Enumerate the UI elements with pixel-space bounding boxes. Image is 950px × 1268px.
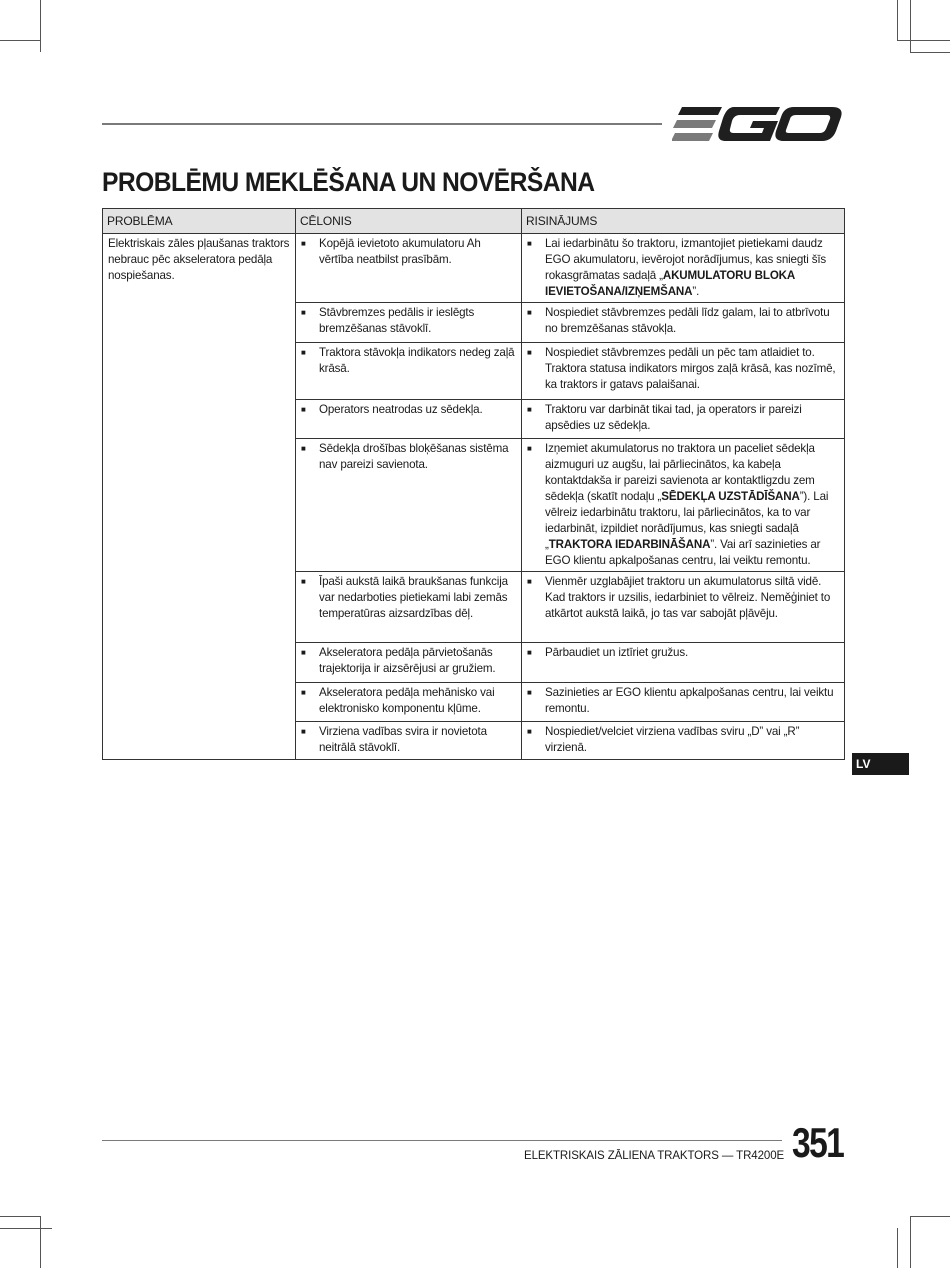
table-row (103, 234, 845, 303)
solution-text: Nospiediet stāvbremzes pedāli līdz galam, lai to atbrīvotu no bremzēšanas stāvokļa. (545, 306, 830, 335)
cause-text: Akseleratora pedāļa pārvietošanās trajektorija ir aizsērējusi ar gružiem. (319, 646, 496, 675)
cause-text: Īpaši aukstā laikā braukšanas funkcija var nedarboties pietiekami labi zemās temperatūras aizsardzības dēļ. (319, 575, 508, 620)
solution-text: Izņemiet akumulatorus no traktora un paceliet sēdekļa aizmuguri uz augšu, lai pārliecinātos, ka kabeļa kontaktdakša ir pareizi savienota ar kontaktligzdu zem sēdekļa (skatīt nodaļu „SĒDEKĻA UZSTĀDĪŠANA”). Lai vēlreiz iedarbinātu traktoru, lai pārliecinātos, ka to var iedarbināt, izpildiet norādījumus, kas sniegti sadaļā „TRAKTORA IEDARBINĀŠANA”. Vai arī sazinieties ar EGO klientu apkalpošanas centru, lai veiktu remontu. (545, 442, 829, 567)
bullet-icon: ■ (527, 648, 532, 657)
bullet-icon: ■ (301, 688, 306, 697)
bullet-icon: ■ (301, 444, 306, 453)
cause-cell (296, 234, 522, 303)
cause-cell (296, 572, 522, 643)
crop-mark (0, 40, 40, 41)
column-header-cause: CĒLONIS (296, 209, 522, 234)
cause-text: Kopējā ievietoto akumulatoru Ah vērtība neatbilst prasībām. (319, 237, 481, 266)
solution-text: Traktoru var darbināt tikai tad, ja operators ir pareizi apsēdies uz sēdekļa. (545, 403, 802, 432)
language-tab: LV (852, 753, 909, 775)
page-title: PROBLĒMU MEKLĒŠANA UN NOVĒRŠANA (102, 167, 595, 197)
cause-cell (296, 439, 522, 572)
bullet-icon: ■ (527, 308, 532, 317)
bullet-icon: ■ (301, 648, 306, 657)
crop-mark (897, 1228, 898, 1268)
footer-product-name: ELEKTRISKAIS ZĀLIENA TRAKTORS — TR4200E (524, 1150, 785, 1162)
solution-text: Vienmēr uzglabājiet traktoru un akumulatorus siltā vidē. Kad traktors ir uzsilis, iedarbiniet to vēlreiz. Neměģiniet to atkārtot aukstā laikā, jo tas var sabojāt pļāvēju. (545, 575, 831, 620)
column-header-solution: RISINĀJUMS (522, 209, 845, 234)
table-header-row (103, 209, 845, 234)
column-header-problem: PROBLĒMA (103, 209, 296, 234)
cause-text: Akseleratora pedāļa mehānisko vai elektronisko komponentu kļūme. (319, 686, 495, 715)
cause-cell (296, 400, 522, 439)
cause-cell (296, 643, 522, 683)
cause-cell (296, 343, 522, 400)
problem-cell: Elektriskais zāles pļaušanas traktors nebrauc pēc akseleratora pedāļa nospiešanas. (103, 234, 296, 760)
cause-text: Traktora stāvokļa indikators nedeg zaļā krāsā. (319, 346, 515, 375)
header-rule (102, 123, 662, 125)
cause-text: Stāvbremzes pedālis ir ieslēgts bremzēšanas stāvoklī. (319, 306, 475, 335)
crop-mark (910, 1216, 911, 1268)
crop-mark (897, 0, 898, 40)
troubleshooting-table (102, 208, 845, 760)
crop-mark (910, 0, 911, 52)
solution-cell (522, 343, 845, 400)
bullet-icon: ■ (527, 727, 532, 736)
solution-cell (522, 400, 845, 439)
section-reference: AKUMULATORU BLOKA IEVIETOŠANA/IZŅEMŠANA (545, 269, 795, 298)
crop-mark (40, 1216, 41, 1268)
cause-text: Virziena vadības svira ir novietota neitrālā stāvoklī. (319, 725, 487, 754)
solution-text: Sazinieties ar EGO klientu apkalpošanas centru, lai veiktu remontu. (545, 686, 834, 715)
solution-cell (522, 303, 845, 343)
page-number: 351 (792, 1119, 844, 1166)
crop-mark (910, 1216, 950, 1217)
crop-mark (0, 1216, 40, 1217)
cause-cell (296, 683, 522, 722)
solution-cell (522, 572, 845, 643)
bullet-icon: ■ (301, 308, 306, 317)
bullet-icon: ■ (527, 577, 532, 586)
bullet-icon: ■ (301, 348, 306, 357)
crop-mark (40, 0, 41, 52)
cause-text: Operators neatrodas uz sēdekļa. (319, 403, 483, 416)
solution-cell (522, 439, 845, 572)
footer-rule (102, 1140, 782, 1141)
solution-text: Lai iedarbinātu šo traktoru, izmantojiet pietiekami daudz EGO akumulatoru, ievērojot norādījumus, kas sniegti šīs rokasgrāmatas sadaļā „AKUMULATORU BLOKA IEVIETOŠANA/IZŅEMŠANA”. (545, 237, 827, 298)
bullet-icon: ■ (527, 239, 532, 248)
ego-logo (672, 104, 844, 144)
section-reference: TRAKTORA IEDARBINĀŠANA (548, 538, 711, 551)
solution-cell (522, 722, 845, 760)
solution-cell (522, 683, 845, 722)
solution-text: Nospiediet stāvbremzes pedāli un pēc tam atlaidiet to. Traktora statusa indikators mirgos zaļā krāsā, kas nozīmē, ka traktors ir gatavs palaišanai. (545, 346, 836, 391)
cause-cell (296, 722, 522, 760)
cause-cell (296, 303, 522, 343)
cause-text: Sēdekļa drošības bloķēšanas sistēma nav pareizi savienota. (319, 442, 509, 471)
bullet-icon: ■ (301, 577, 306, 586)
bullet-icon: ■ (301, 727, 306, 736)
crop-mark (897, 40, 950, 41)
solution-cell (522, 643, 845, 683)
crop-mark (0, 1228, 52, 1229)
bullet-icon: ■ (527, 405, 532, 414)
bullet-icon: ■ (527, 444, 532, 453)
crop-mark (910, 52, 950, 53)
bullet-icon: ■ (301, 239, 306, 248)
solution-cell (522, 234, 845, 303)
solution-text: Pārbaudiet un iztīriet gružus. (545, 646, 689, 659)
bullet-icon: ■ (527, 688, 532, 697)
bullet-icon: ■ (527, 348, 532, 357)
solution-text: Nospiediet/velciet virziena vadības sviru „D” vai „R” virzienā. (545, 725, 800, 754)
bullet-icon: ■ (301, 405, 306, 414)
section-reference: SĒDEKĻA UZSTĀDĪŠANA (661, 490, 800, 503)
